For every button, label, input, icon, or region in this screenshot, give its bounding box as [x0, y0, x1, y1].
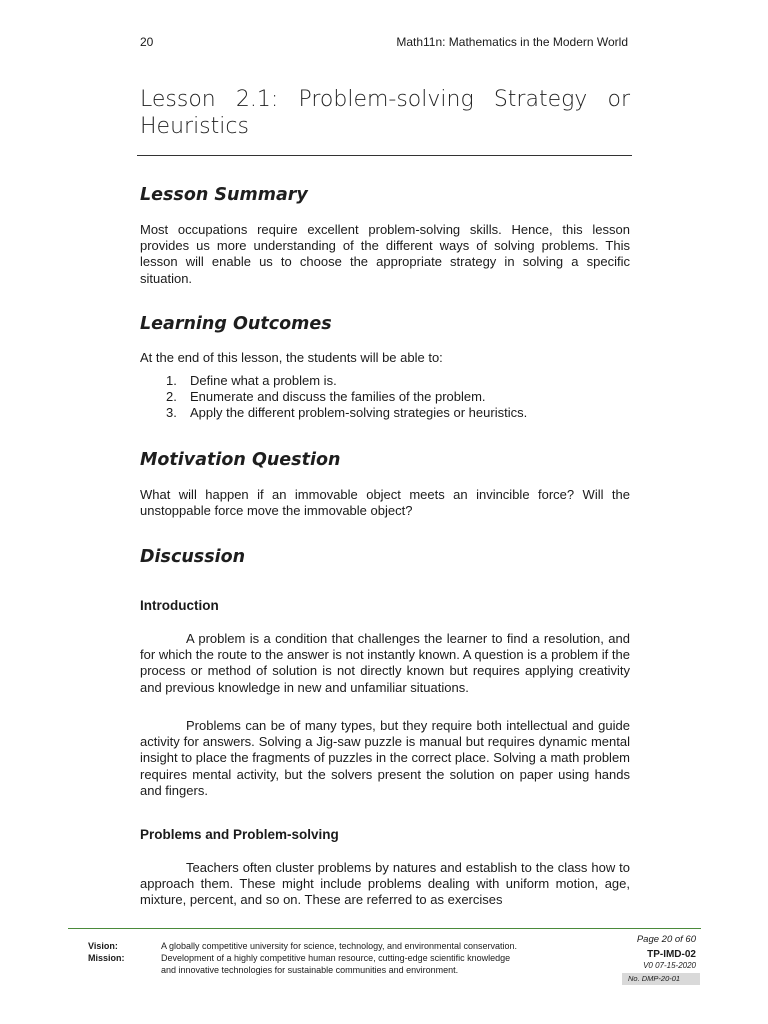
lesson-summary-heading: Lesson Summary	[140, 185, 308, 205]
lesson-summary-text: Most occupations require excellent problem-solving skills. Hence, this lesson provides us more understanding of the different ways of solving problems. This lesson will enable us to choose the appropriate strategy in solving a specific situation.	[140, 222, 630, 286]
learning-outcomes-intro: At the end of this lesson, the students will be able to:	[140, 350, 443, 365]
document-code: TP-IMD-02	[647, 949, 696, 960]
title-divider	[137, 155, 632, 156]
introduction-paragraph-1: A problem is a condition that challenges the learner to find a resolution, and for which the route to the answer is not instantly known. A question is a problem if the process or method of solution is not directly known but requires applying creativity and previous knowledge in new and unfamiliar situations.	[140, 631, 630, 695]
list-item: 2. Enumerate and discuss the families of the problem.	[166, 389, 486, 404]
page-count: Page 20 of 60	[636, 934, 696, 945]
document-version: V0 07-15-2020	[643, 961, 696, 970]
dmp-number-badge: No. DMP-20-01	[622, 973, 700, 985]
problems-paragraph-1: Teachers often cluster problems by natures and establish to the class how to approach them. These might include problems dealing with uniform motion, age, mixture, percent, and so on. These are referred to as exercises	[140, 860, 630, 908]
problems-heading: Problems and Problem-solving	[140, 827, 339, 842]
vision-text: A globally competitive university for science, technology, and environmental conservation.	[161, 941, 518, 951]
list-item: 1. Define what a problem is.	[166, 373, 337, 388]
mission-text-line-1: Development of a highly competitive human resource, cutting-edge scientific knowledge	[161, 953, 511, 963]
list-item: 3. Apply the different problem-solving strategies or heuristics.	[166, 405, 528, 420]
discussion-heading: Discussion	[140, 547, 246, 567]
learning-outcomes-list	[166, 373, 527, 421]
footer-divider	[68, 928, 701, 929]
motivation-text: What will happen if an immovable object meets an invincible force? Will the unstoppable force move the immovable object?	[140, 487, 630, 519]
motivation-heading: Motivation Question	[140, 450, 341, 470]
running-title: Math11n: Mathematics in the Modern World	[396, 35, 628, 49]
vision-label: Vision:	[88, 941, 118, 951]
learning-outcomes-heading: Learning Outcomes	[140, 314, 332, 334]
introduction-paragraph-2: Problems can be of many types, but they require both intellectual and guide activity for answers. Solving a Jig-saw puzzle is manual but requires dynamic mental insight to place the fragments of puzzles in the correct place. Solving a math problem requires mental activity, but the solvers present the solution on paper using hands and fingers.	[140, 718, 630, 798]
mission-label: Mission:	[88, 953, 125, 963]
introduction-heading: Introduction	[140, 598, 219, 613]
lesson-title: Lesson 2.1: Problem-solving Strategy or Heuristics	[140, 87, 630, 139]
mission-text-line-2: and innovative technologies for sustainable communities and environment.	[161, 965, 459, 975]
page-number: 20	[140, 35, 154, 49]
